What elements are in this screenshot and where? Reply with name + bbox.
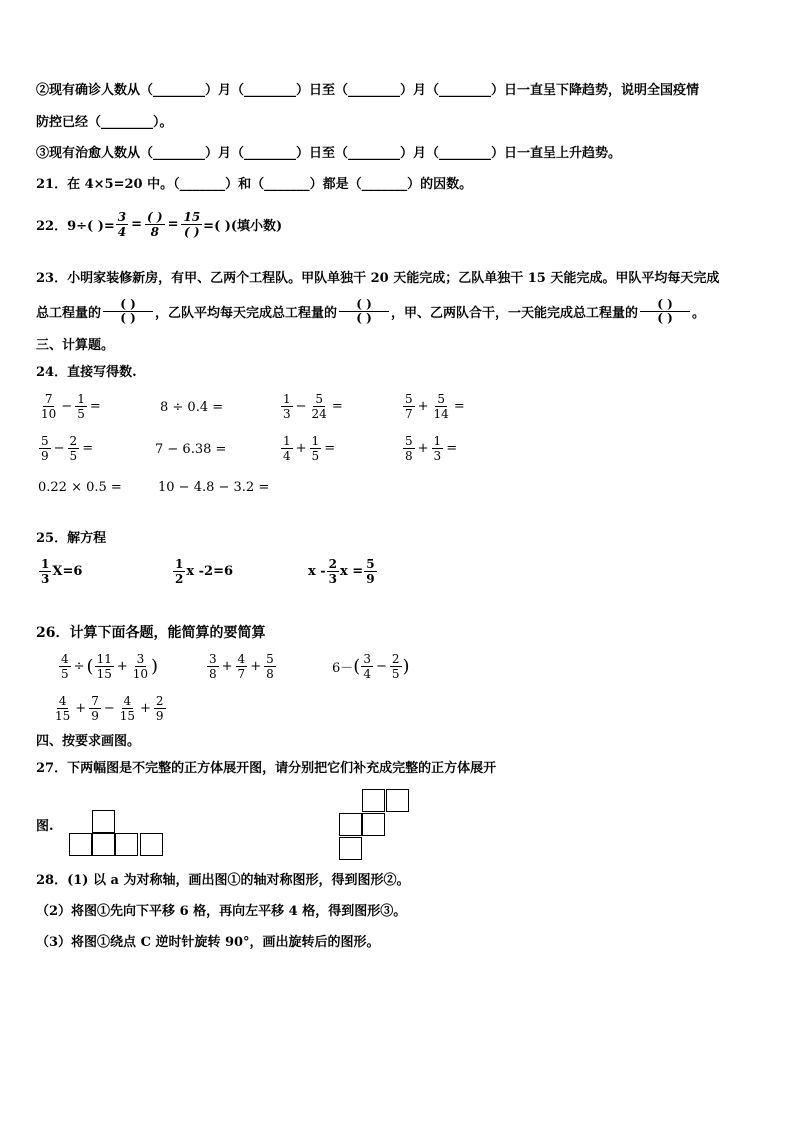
- q26-p4: $\frac{4}{15}$ + $\frac{7}{9}$ − $\frac{4}{15}$ + $\frac{2}{9}$: [55, 694, 164, 723]
- q23-blank1[interactable]: $\frac{( )}{( )}$: [103, 298, 153, 325]
- q28-line2: （2）将图①先向下平移 6 格，再向左平移 4 格，得到图形③。: [36, 904, 407, 919]
- section-3-heading: 三、计算题。: [36, 338, 115, 353]
- q22-prefix: 22．9÷( )=: [36, 219, 115, 234]
- q22-frac2: $\frac{( )}{8}$: [147, 210, 163, 239]
- section-4-heading: 四、按要求画图。: [36, 734, 141, 749]
- q22: 22．9÷( )= $\frac{3}{4}$ = $\frac{( )}{8}$ = $\frac{15}{( )}$ =( )(填小数): [36, 210, 283, 239]
- q20-line2: ②现有确诊人数从（________）月（________）日至（________）月（________）日一直呈下降趋势，说明全国疫情: [36, 83, 700, 98]
- q26-p2: $\frac{3}{8}$ + $\frac{4}{7}$ + $\frac{5}{8}$: [209, 652, 274, 681]
- net1-square: [140, 833, 163, 856]
- q23-line1: 23．小明家装修新房，有甲、乙两个工程队。甲队单独干 20 天能完成；乙队单独干 15 天能完成。甲队平均每天完成: [36, 271, 720, 286]
- net1-square: [92, 833, 115, 856]
- q25-eq2: $\frac{1}{2}$ x -2=6: [175, 557, 234, 586]
- q25-eq1: $\frac{1}{3}$ X=6: [41, 557, 83, 586]
- net2-square: [386, 789, 409, 812]
- q24-item-h: $\frac{5}{8}$ + $\frac{1}{3}$ =: [405, 434, 458, 463]
- q24-item-i: 0.22 × 0.5 =: [38, 480, 122, 495]
- q26-p3: 6－ ( $\frac{3}{4}$ − $\frac{2}{5}$ ): [332, 652, 410, 681]
- q21-text: 21．在 4×5=20 中。（_______）和（_______）都是（_______）的因数。: [36, 177, 473, 192]
- net2-square: [362, 789, 385, 812]
- q20-line2b: 防控已经（________）。: [36, 115, 173, 130]
- net2-square: [362, 813, 385, 836]
- net2-square: [339, 837, 362, 860]
- q28-line1: 28．(1) 以 a 为对称轴，画出图①的轴对称图形，得到图形②。: [36, 873, 410, 888]
- q28-line3: （3）将图①绕点 C 逆时针旋转 90°，画出旋转后的图形。: [36, 935, 380, 950]
- q26-p1: $\frac{4}{5}$ ÷ ( $\frac{11}{15}$ + $\frac{3}{10}$ ): [61, 652, 159, 681]
- q25-title: 25．解方程: [36, 531, 107, 546]
- q22-suffix: =( )(填小数): [203, 219, 283, 234]
- q26-title: 26．计算下面各题，能简算的要简算: [36, 625, 266, 641]
- net1-square: [69, 833, 92, 856]
- q24-item-a: $\frac{7}{10}$ − $\frac{1}{5}$ =: [41, 392, 101, 421]
- q24-title: 24．直接写得数.: [36, 365, 137, 380]
- net2-square: [339, 813, 362, 836]
- q22-frac1: $\frac{3}{4}$: [117, 210, 127, 239]
- q24-item-c: $\frac{1}{3}$ − $\frac{5}{24}$ =: [283, 392, 343, 421]
- net1-square: [115, 833, 138, 856]
- q24-item-b: 8 ÷ 0.4 =: [160, 400, 224, 415]
- q27-line1: 27．下两幅图是不完整的正方体展开图，请分别把它们补充成完整的正方体展开: [36, 761, 497, 776]
- q23-blank2[interactable]: $\frac{( )}{( )}$: [339, 298, 389, 325]
- q27-line2: 图.: [36, 819, 54, 834]
- q24-item-j: 10 − 4.8 − 3.2 =: [158, 480, 270, 495]
- q24-item-e: $\frac{5}{9}$ − $\frac{2}{5}$ =: [41, 434, 94, 463]
- q22-frac3: $\frac{15}{( )}$: [183, 210, 201, 239]
- q24-item-g: $\frac{1}{4}$ + $\frac{1}{5}$ =: [283, 434, 336, 463]
- q23-line2: 总工程量的 $\frac{( )}{( )}$ ，乙队平均每天完成总工程量的 $\frac{( )}{( )}$ ，甲、乙两队合干，一天能完成总工程量的 $\frac{( )}{( )}$ 。: [36, 297, 706, 325]
- q20-line3: ③现有治愈人数从（________）月（________）日至（________）月（________）日一直呈上升趋势。: [36, 146, 622, 161]
- q24-item-f: 7 − 6.38 =: [155, 442, 227, 457]
- q23-blank3[interactable]: $\frac{( )}{( )}$: [640, 298, 690, 325]
- q25-eq3: x - $\frac{2}{3}$ x = $\frac{5}{9}$: [308, 557, 375, 586]
- q24-item-d: $\frac{5}{7}$ + $\frac{5}{14}$ =: [405, 392, 465, 421]
- net1-square-top: [92, 810, 115, 833]
